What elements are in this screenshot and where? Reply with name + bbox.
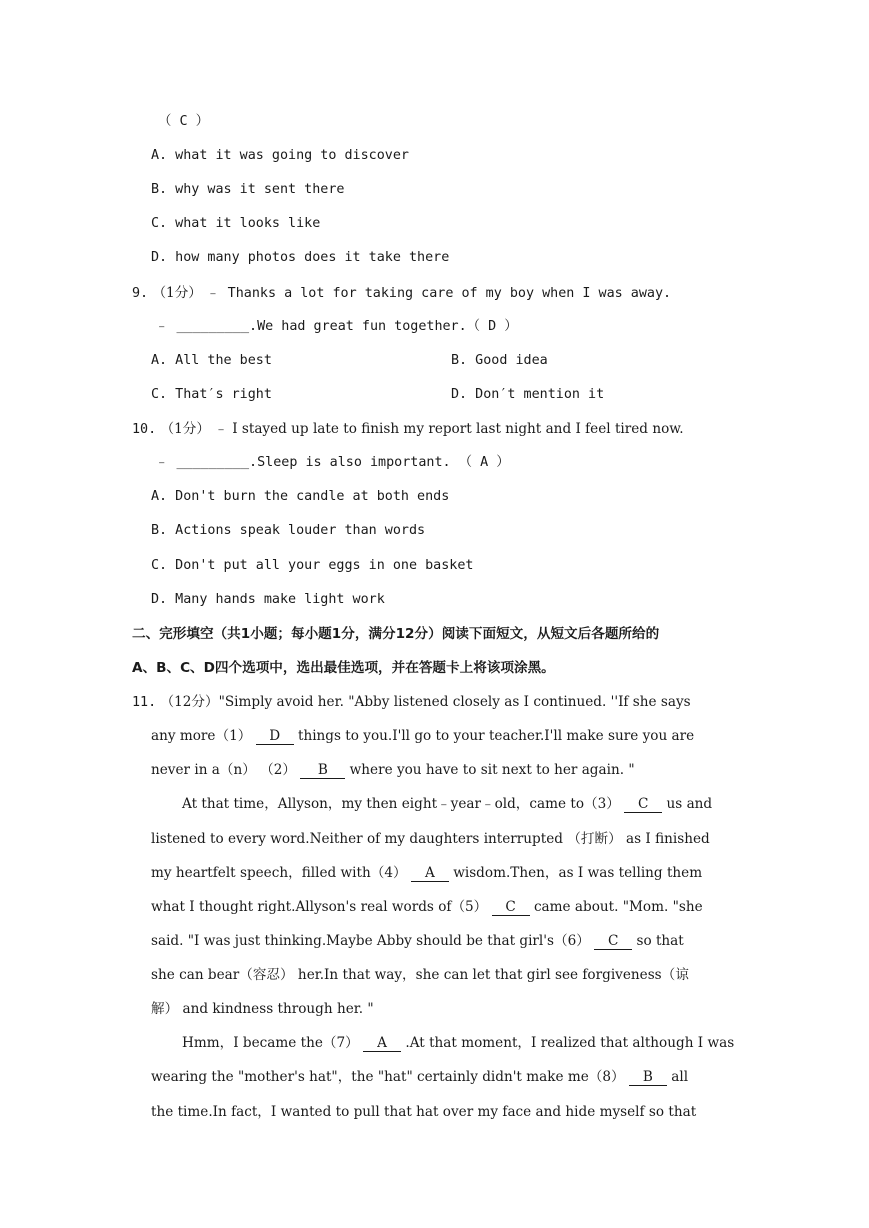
q9-option-c: C. That′s right: [151, 387, 272, 402]
q9-score: （1分）: [152, 285, 202, 301]
q11-line7-b: came about. "Mom. "she: [533, 899, 703, 915]
q11-line-13: the time.In fact，I wanted to pull that hat over my face and hide myself so that: [151, 1104, 697, 1120]
q11-line-4: [182, 794, 712, 814]
q8-option-c: C. what it looks like: [151, 216, 321, 231]
q11-line-3: [151, 760, 635, 780]
q11-line12-a: wearing the "mother's hat"，the "hat" certainly didn't make me（8）: [151, 1069, 625, 1085]
section2-heading-line2: A、B、C、D四个选项中，选出最佳选项，并在答题卡上将该项涂黑。: [132, 660, 555, 676]
q9-reply-dash: ﹣: [155, 319, 169, 334]
q11-line11-a: Hmm，I became the（7）: [182, 1035, 359, 1051]
section2-heading-line1: 二、完形填空（共1小题；每小题1分，满分12分）阅读下面短文，从短文后各题所给的: [132, 626, 660, 642]
q9-option-b: B. Good idea: [451, 353, 548, 368]
q11-line2-a: any more（1）: [151, 728, 252, 744]
q10-option-d: D. Many hands make light work: [151, 592, 385, 607]
q9-reply-blank: _________: [176, 319, 250, 334]
q11-line-6: [151, 863, 702, 883]
q9-option-a: A. All the best: [151, 353, 272, 368]
q10-option-b: B. Actions speak louder than words: [151, 523, 426, 538]
q11-line12-b: all: [671, 1069, 689, 1085]
q11-answer-7: A: [363, 1035, 401, 1052]
q9-number: 9.: [132, 286, 149, 301]
q11-line6-b: wisdom.Then，as I was telling them: [453, 865, 703, 881]
q11-line-10: 解） and kindness through her. ": [151, 1001, 374, 1017]
q11-line4-a: At that time，Allyson，my then eight﹣year﹣old，came to（3）: [182, 796, 620, 812]
q11-line-8: [151, 931, 684, 951]
q11-line-7: [151, 897, 703, 917]
q11-line11-b: .At that moment，I realized that although I was: [405, 1035, 735, 1051]
q11-number: 11.: [132, 695, 157, 710]
q10-stem: [132, 419, 684, 440]
q11-line2-b: things to you.I'll go to your teacher.I'll make sure you are: [297, 728, 695, 744]
q11-line8-a: said. "I was just thinking.Maybe Abby should be that girl's（6）: [151, 933, 590, 949]
q11-line-5: listened to every word.Neither of my daughters interrupted （打断） as I finished: [151, 831, 710, 847]
q8-option-b: B. why was it sent there: [151, 182, 345, 197]
q11-answer-8: B: [629, 1069, 667, 1086]
q9-stem: [132, 283, 671, 304]
q10-option-a: A. Don't burn the candle at both ends: [151, 489, 450, 504]
q10-number: 10.: [132, 422, 157, 437]
q11-line8-b: so that: [636, 933, 684, 949]
q11-line1-text: "Simply avoid her. "Abby listened closely as I continued. ''If she says: [218, 694, 691, 710]
q11-answer-1: D: [256, 728, 294, 745]
q11-line7-a: what I thought right.Allyson's real words of（5）: [151, 899, 488, 915]
q11-answer-4: A: [411, 865, 449, 882]
q11-line-1: [132, 692, 737, 713]
q11-line-11: [182, 1033, 734, 1053]
q9-reply-text: .We had great fun together.（ D ）: [249, 319, 518, 334]
q11-line-2: [151, 726, 694, 746]
q10-score: （1分）: [160, 421, 210, 437]
q10-option-c: C. Don't put all your eggs in one basket: [151, 558, 474, 573]
q10-reply: [155, 453, 510, 473]
q11-line4-b: us and: [666, 796, 713, 812]
q10-reply-text: .Sleep is also important. （ A ）: [249, 455, 510, 470]
q11-line6-a: my heartfelt speech，filled with（4）: [151, 865, 407, 881]
q11-line-12: [151, 1067, 688, 1087]
q8-option-d: D. how many photos does it take there: [151, 250, 450, 265]
q11-answer-3: C: [624, 796, 662, 813]
q11-line-9: she can bear（容忍） her.In that way，she can let that girl see forgiveness（谅: [151, 967, 689, 983]
q10-reply-dash: ﹣: [155, 455, 169, 470]
q10-prompt: ﹣ I stayed up late to finish my report last night and I feel tired now.: [214, 421, 684, 437]
q11-answer-6: C: [594, 933, 632, 950]
q11-score: （12分）: [160, 694, 219, 710]
q9-option-d: D. Don′t mention it: [451, 387, 605, 402]
q11-answer-5: C: [492, 899, 530, 916]
q8-option-a: A. what it was going to discover: [151, 148, 409, 163]
q11-line3-a: never in a（n） （2）: [151, 762, 296, 778]
q11-line3-b: where you have to sit next to her again. ": [349, 762, 635, 778]
q11-answer-2: B: [300, 762, 345, 779]
q10-reply-blank: _________: [176, 455, 250, 470]
q9-prompt: ﹣ Thanks a lot for taking care of my boy when I was away.: [206, 286, 672, 301]
q8-answer: （ C ）: [158, 114, 209, 129]
q9-reply: [155, 317, 518, 337]
